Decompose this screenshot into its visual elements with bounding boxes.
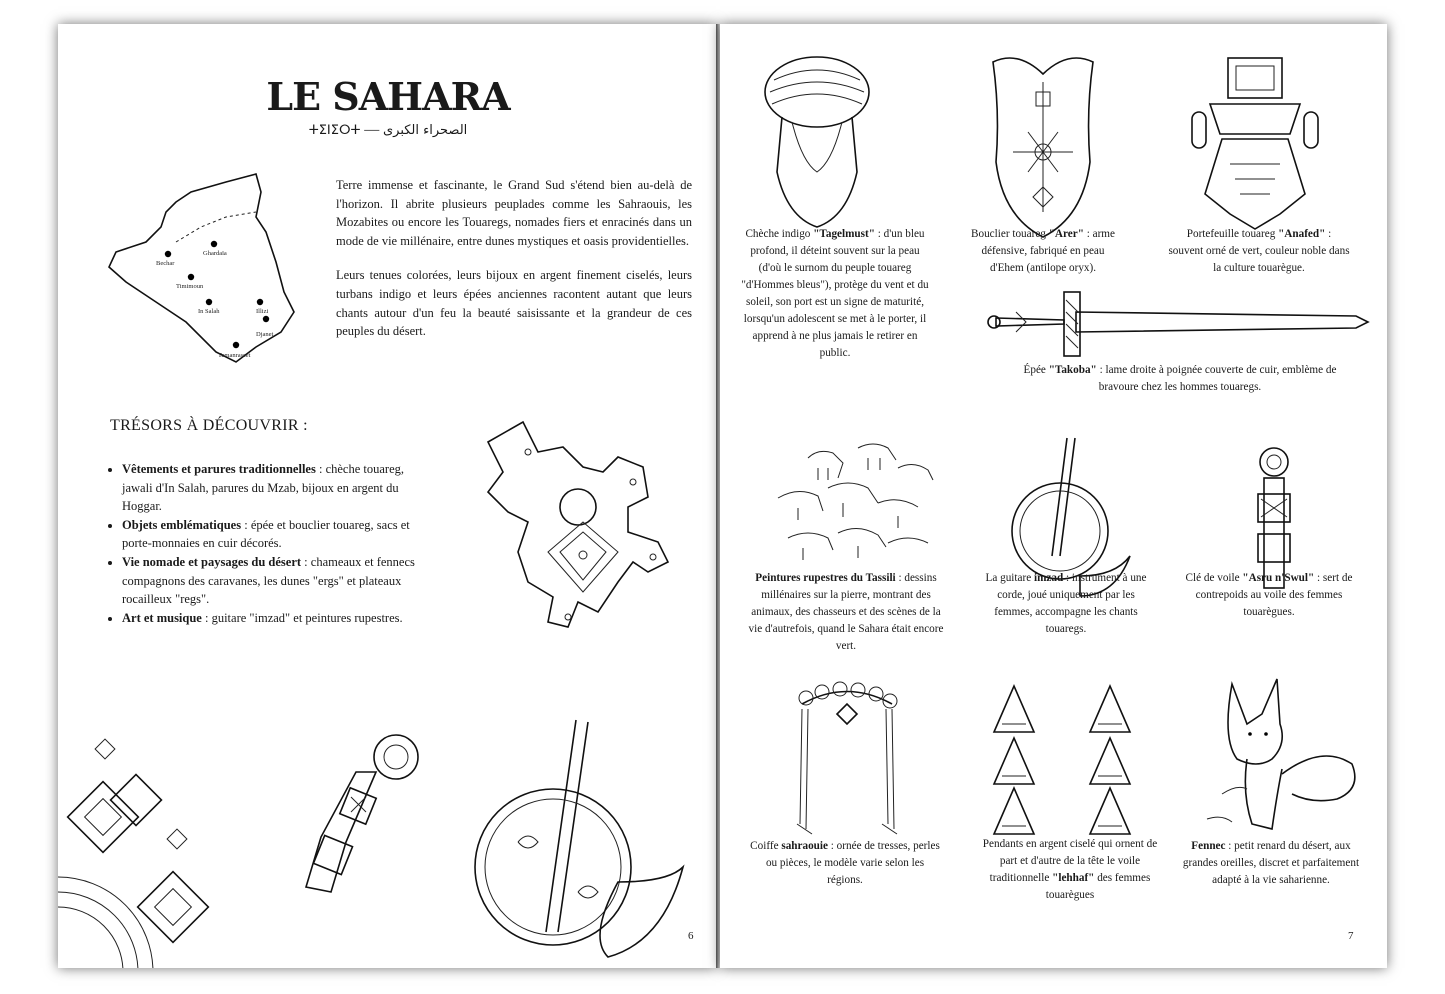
list-item: • Art et musique : guitare "imzad" et peintures rupestres.: [122, 609, 420, 628]
veil-key-illustration: [296, 712, 436, 912]
caption-asru: Clé de voile "Asru n'Swul" : sert de contrepoids au voile des femmes touarègues.: [1185, 572, 1353, 618]
imzad-illustration: [468, 692, 698, 968]
sahrawi-headdress-illustration: [792, 684, 902, 844]
right-page: [720, 24, 1387, 968]
intro-text: [336, 176, 692, 357]
map-label-djanet: Djanet: [256, 331, 274, 338]
left-page: [58, 24, 716, 968]
caption-imzad: La guitare imzad : instrument à une corde, joué uniquement par les femmes, accompagne les chants touaregs.: [985, 572, 1147, 635]
page-subtitle: [58, 122, 716, 139]
tassili-rock-painting-illustration: [768, 428, 943, 568]
list-item: • Vie nomade et paysages du désert : chameaux et fennecs compagnons des caravanes, les dunes "ergs" et plateaux rocailleux "regs".: [122, 553, 420, 609]
caption-takoba: Épée "Takoba" : lame droite à poignée couverte de cuir, emblème de bravoure chez les hommes touaregs.: [1023, 364, 1337, 393]
fennec-fox-illustration: [1202, 674, 1362, 844]
algeria-map: [106, 172, 306, 367]
page-number: 7: [1348, 930, 1354, 942]
subtitle-separator: —: [364, 122, 380, 138]
takoba-sword-illustration: [986, 290, 1372, 362]
map-label-tamanrasset: Tamanrasset: [218, 352, 251, 359]
page-number: 6: [688, 930, 694, 942]
intro-paragraph: Terre immense et fascinante, le Grand Sud s'étend bien au-delà de l'horizon. Il abrite plusieurs peuplades comme les Sahraouis, les Mozabites ou encore les Touaregs, nomades fiers et enracinés dans un mode de vie millénaire, entre dunes mystiques et oasis providentielles.: [336, 178, 692, 248]
caption-tagelmust: Chèche indigo "Tagelmust" : d'un bleu profond, il déteint souvent sur la peau (d'où le surnom du peuple touareg "d'Hommes bleus"), protège du vent et du soleil, son port est un signe de maturité, lorsqu'un adolescent se met à le porter, il apprend à ne plus jamais le retirer en public.: [741, 228, 929, 359]
map-label-bechar: Bechar: [156, 260, 175, 267]
map-label-ghardaia: Ghardaïa: [203, 250, 227, 257]
arer-shield-illustration: [988, 52, 1098, 242]
treasures-list: [108, 460, 420, 627]
list-item: • Vêtements et parures traditionnelles : chèche touareg, jawali d'In Salah, parures du Mzab, bijoux en argent du Hoggar.: [122, 460, 420, 516]
caption-fennec: Fennec : petit renard du désert, aux grandes oreilles, discret et parfaitement adapté à la vie saharienne.: [1182, 840, 1360, 886]
caption-tassili: Peintures rupestres du Tassili : dessins millénaires sur la pierre, montrant des animaux, des chasseurs et des scènes de la vie d'autrefois, quand le Sahara était encore vert.: [748, 572, 944, 652]
caption-anafed: Portefeuille touareg "Anafed" : souvent orné de vert, couleur noble dans la culture touarègue.: [1168, 228, 1350, 274]
caption-lehhaf: Pendants en argent ciselé qui ornent de part et d'autre de la tête le voile traditionnelle "lehhaf" des femmes touarègues: [982, 838, 1158, 901]
tagelmust-illustration: [762, 52, 872, 232]
caption-coiffe: Coiffe sahraouie : ornée de tresses, perles ou pièces, le modèle varie selon les régions.: [750, 840, 940, 886]
caption-arer: Bouclier touareg "Arer" : arme défensive, fabriqué en peau d'Ehem (antilope oryx).: [971, 228, 1115, 274]
decorative-motifs: [58, 712, 228, 968]
list-item: • Objets emblématiques : épée et bouclier touareg, sacs et porte-monnaies en cuir décorés.: [122, 516, 420, 553]
page-title: LE SAHARA: [266, 74, 510, 119]
map-label-in-salah: In Salah: [198, 308, 220, 315]
silver-pendants-illustration: [992, 684, 1152, 844]
tuareg-cross-illustration: [468, 412, 688, 652]
subtitle-tifinagh: ⵜⵉⵏⵉⵔⵜ: [308, 123, 361, 138]
anafed-wallet-illustration: [1190, 54, 1320, 244]
map-label-timimoun: Timimoun: [176, 283, 204, 290]
subtitle-arabic: الصحراء الكبرى: [382, 123, 468, 138]
map-label-illizi: Illizi: [256, 308, 269, 315]
intro-paragraph: Leurs tenues colorées, leurs bijoux en argent finement ciselés, leurs turbans indigo et leurs épées anciennes racontent autant que leurs chants autour d'un feu la beauté saisissante et la grandeur de ces peuples du désert.: [336, 268, 692, 339]
section-title: TRÉSORS À DÉCOUVRIR :: [110, 417, 308, 434]
